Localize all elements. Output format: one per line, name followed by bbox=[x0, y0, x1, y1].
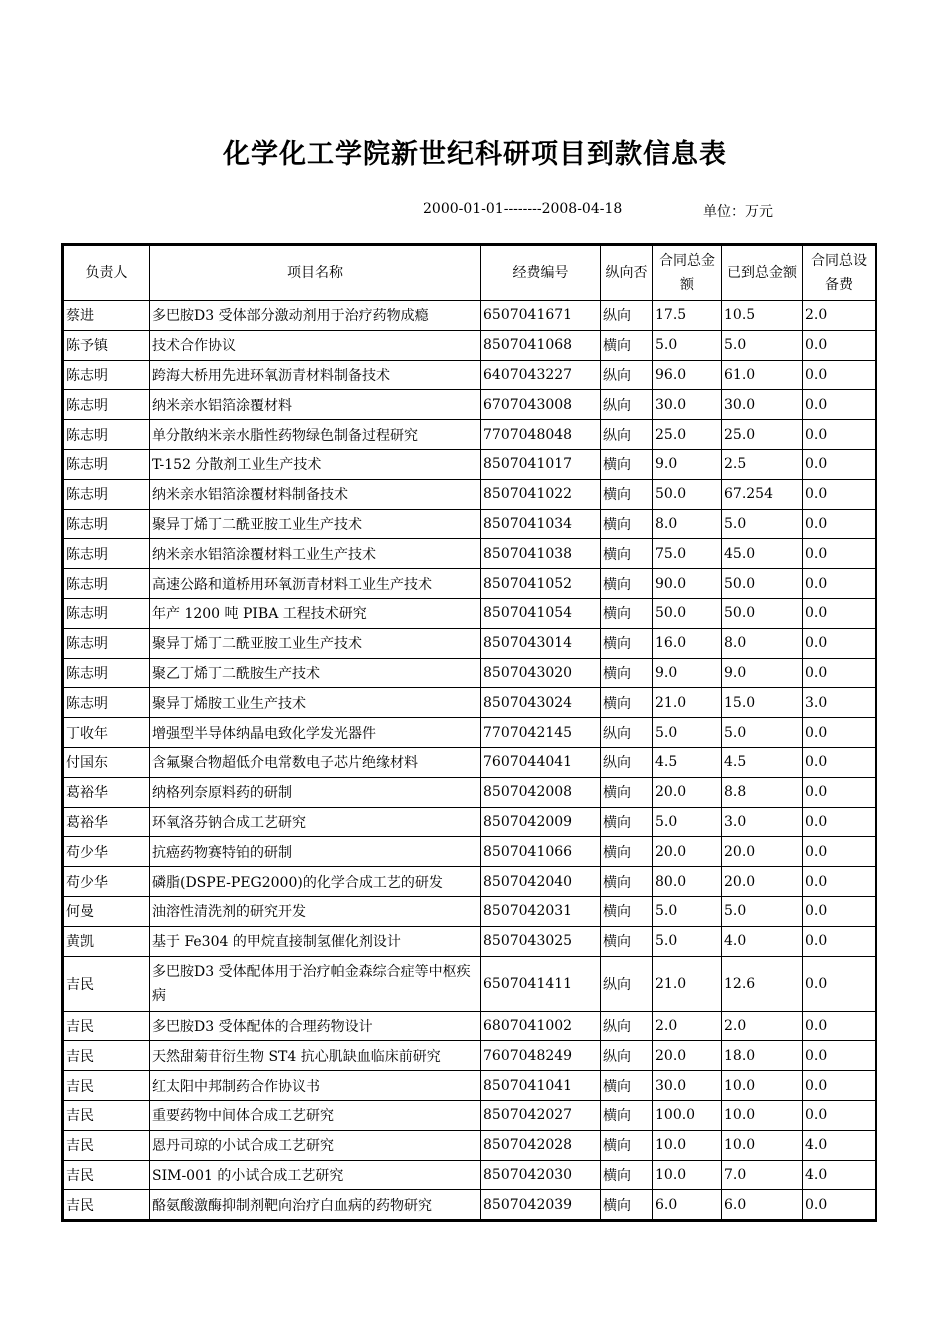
table-cell: 2.0 bbox=[653, 1011, 722, 1041]
table-cell: 酪氨酸激酶抑制剂靶向治疗白血病的药物研究 bbox=[150, 1190, 481, 1220]
table-cell: 横向 bbox=[601, 628, 653, 658]
table-cell: 0.0 bbox=[803, 1190, 876, 1220]
table-cell: 8507041066 bbox=[481, 837, 601, 867]
table-cell: 磷脂(DSPE-PEG2000)的化学合成工艺的研发 bbox=[150, 867, 481, 897]
table-cell: 0.0 bbox=[803, 658, 876, 688]
table-cell: 纵向 bbox=[601, 1011, 653, 1041]
table-cell: 0.0 bbox=[803, 956, 876, 1011]
table-cell: 2.0 bbox=[803, 301, 876, 331]
table-cell: 横向 bbox=[601, 449, 653, 479]
table-cell: 付国东 bbox=[64, 747, 150, 777]
table-cell: 6507041671 bbox=[481, 301, 601, 331]
table-cell: 纵向 bbox=[601, 1041, 653, 1071]
table-cell: 纵向 bbox=[601, 390, 653, 420]
table-cell: 6507041411 bbox=[481, 956, 601, 1011]
table-cell: 高速公路和道桥用环氧沥青材料工业生产技术 bbox=[150, 569, 481, 599]
table-row bbox=[64, 1100, 876, 1130]
table-row bbox=[64, 777, 876, 807]
table-cell: 纵向 bbox=[601, 747, 653, 777]
table-cell: SIM-001 的小试合成工艺研究 bbox=[150, 1160, 481, 1190]
table-row bbox=[64, 688, 876, 718]
table-cell: 8507043020 bbox=[481, 658, 601, 688]
header-cell: 项目名称 bbox=[150, 246, 481, 301]
table-cell: 9.0 bbox=[722, 658, 803, 688]
table-cell: 横向 bbox=[601, 896, 653, 926]
table-row bbox=[64, 1011, 876, 1041]
table-cell: 20.0 bbox=[653, 1041, 722, 1071]
table-cell: 10.0 bbox=[722, 1100, 803, 1130]
table-cell: 0.0 bbox=[803, 718, 876, 748]
table-cell: 8507042027 bbox=[481, 1100, 601, 1130]
table-cell: 0.0 bbox=[803, 479, 876, 509]
table-row bbox=[64, 747, 876, 777]
table-cell: 10.5 bbox=[722, 301, 803, 331]
table-cell: 8507042008 bbox=[481, 777, 601, 807]
table-cell: 横向 bbox=[601, 1190, 653, 1220]
table-cell: 8507042031 bbox=[481, 896, 601, 926]
table-cell: 5.0 bbox=[722, 330, 803, 360]
table-cell: 6807041002 bbox=[481, 1011, 601, 1041]
table-cell: 96.0 bbox=[653, 360, 722, 390]
table-cell: 5.0 bbox=[722, 896, 803, 926]
table-cell: 30.0 bbox=[653, 1071, 722, 1101]
table-cell: 0.0 bbox=[803, 569, 876, 599]
table-cell: 丁收年 bbox=[64, 718, 150, 748]
header-cell: 合同总设备费 bbox=[803, 246, 876, 301]
table-cell: 蔡进 bbox=[64, 301, 150, 331]
table-cell: 陈志明 bbox=[64, 390, 150, 420]
table-cell: 纵向 bbox=[601, 718, 653, 748]
table-cell: 0.0 bbox=[803, 807, 876, 837]
table-cell: 横向 bbox=[601, 1071, 653, 1101]
table-cell: 0.0 bbox=[803, 509, 876, 539]
table-cell: 吉民 bbox=[64, 1100, 150, 1130]
table-cell: 纳米亲水铝箔涂覆材料工业生产技术 bbox=[150, 539, 481, 569]
table-cell: 50.0 bbox=[653, 479, 722, 509]
table-cell: 横向 bbox=[601, 688, 653, 718]
table-cell: 0.0 bbox=[803, 1100, 876, 1130]
table-cell: 6407043227 bbox=[481, 360, 601, 390]
table-cell: 25.0 bbox=[722, 420, 803, 450]
table-cell: 技术合作协议 bbox=[150, 330, 481, 360]
header-cell: 合同总金额 bbox=[653, 246, 722, 301]
table-row bbox=[64, 539, 876, 569]
table-cell: 陈志明 bbox=[64, 569, 150, 599]
table-cell: 8507041017 bbox=[481, 449, 601, 479]
table-cell: 横向 bbox=[601, 479, 653, 509]
table-cell: 8507042028 bbox=[481, 1130, 601, 1160]
table-cell: 0.0 bbox=[803, 837, 876, 867]
table-cell: 聚异丁烯胺工业生产技术 bbox=[150, 688, 481, 718]
table-cell: 重要药物中间体合成工艺研究 bbox=[150, 1100, 481, 1130]
table-cell: 陈志明 bbox=[64, 420, 150, 450]
table-cell: 5.0 bbox=[653, 926, 722, 956]
table-cell: 横向 bbox=[601, 330, 653, 360]
table-row bbox=[64, 1190, 876, 1220]
table-cell: 8507043025 bbox=[481, 926, 601, 956]
table-cell: 8507041068 bbox=[481, 330, 601, 360]
table-cell: 陈志明 bbox=[64, 539, 150, 569]
table-body bbox=[64, 301, 876, 1220]
table-cell: 8507041052 bbox=[481, 569, 601, 599]
table-cell: 何曼 bbox=[64, 896, 150, 926]
table-cell: 黄凯 bbox=[64, 926, 150, 956]
table-cell: 纳米亲水铝箔涂覆材料 bbox=[150, 390, 481, 420]
table-row bbox=[64, 658, 876, 688]
table-row bbox=[64, 718, 876, 748]
header-cell: 经费编号 bbox=[481, 246, 601, 301]
table-cell: 8.8 bbox=[722, 777, 803, 807]
table-cell: 8507041034 bbox=[481, 509, 601, 539]
table-cell: 25.0 bbox=[653, 420, 722, 450]
table-cell: 0.0 bbox=[803, 390, 876, 420]
table-cell: 增强型半导体纳晶电致化学发光器件 bbox=[150, 718, 481, 748]
table-cell: 横向 bbox=[601, 926, 653, 956]
table-cell: 纳米亲水铝箔涂覆材料制备技术 bbox=[150, 479, 481, 509]
table-cell: 吉民 bbox=[64, 1160, 150, 1190]
table-cell: 8507043014 bbox=[481, 628, 601, 658]
table-cell: 陈志明 bbox=[64, 628, 150, 658]
table-cell: 横向 bbox=[601, 1100, 653, 1130]
table-cell: 8.0 bbox=[653, 509, 722, 539]
table-row bbox=[64, 509, 876, 539]
table-header-row bbox=[64, 246, 876, 301]
table-cell: 横向 bbox=[601, 867, 653, 897]
table-cell: 10.0 bbox=[722, 1130, 803, 1160]
table-cell: 9.0 bbox=[653, 449, 722, 479]
unit-label: 单位：万元 bbox=[703, 204, 773, 220]
table-cell: 16.0 bbox=[653, 628, 722, 658]
funding-table bbox=[61, 243, 877, 1222]
table-cell: 8507043024 bbox=[481, 688, 601, 718]
table-cell: 5.0 bbox=[653, 330, 722, 360]
table-cell: 5.0 bbox=[653, 896, 722, 926]
table-cell: 吉民 bbox=[64, 1011, 150, 1041]
table-cell: 20.0 bbox=[653, 837, 722, 867]
table-cell: 横向 bbox=[601, 598, 653, 628]
table-cell: 0.0 bbox=[803, 330, 876, 360]
table-row bbox=[64, 1041, 876, 1071]
table-cell: 横向 bbox=[601, 777, 653, 807]
table-row bbox=[64, 1160, 876, 1190]
table-cell: 45.0 bbox=[722, 539, 803, 569]
table-cell: 聚异丁烯丁二酰亚胺工业生产技术 bbox=[150, 509, 481, 539]
table-row bbox=[64, 330, 876, 360]
table-cell: 0.0 bbox=[803, 1011, 876, 1041]
table-cell: 75.0 bbox=[653, 539, 722, 569]
table-cell: 年产 1200 吨 PIBA 工程技术研究 bbox=[150, 598, 481, 628]
table-cell: 5.0 bbox=[722, 509, 803, 539]
date-range: 2000-01-01--------2008-04-18 bbox=[423, 201, 623, 217]
table-row bbox=[64, 837, 876, 867]
table-cell: 7707048048 bbox=[481, 420, 601, 450]
table-row bbox=[64, 301, 876, 331]
table-cell: 5.0 bbox=[653, 807, 722, 837]
table-cell: 7.0 bbox=[722, 1160, 803, 1190]
table-cell: 0.0 bbox=[803, 598, 876, 628]
table-cell: 30.0 bbox=[722, 390, 803, 420]
header-cell: 纵向否 bbox=[601, 246, 653, 301]
table-row bbox=[64, 1071, 876, 1101]
table-cell: 4.0 bbox=[803, 1130, 876, 1160]
table-cell: 0.0 bbox=[803, 867, 876, 897]
table-row bbox=[64, 926, 876, 956]
table-cell: 多巴胺D3 受体部分激动剂用于治疗药物成瘾 bbox=[150, 301, 481, 331]
table-cell: 0.0 bbox=[803, 926, 876, 956]
table-cell: 0.0 bbox=[803, 628, 876, 658]
table-cell: 0.0 bbox=[803, 360, 876, 390]
table-cell: 0.0 bbox=[803, 896, 876, 926]
table-cell: 6707043008 bbox=[481, 390, 601, 420]
table-cell: 单分散纳米亲水脂性药物绿色制备过程研究 bbox=[150, 420, 481, 450]
table-cell: 葛裕华 bbox=[64, 807, 150, 837]
table-cell: 12.6 bbox=[722, 956, 803, 1011]
table-cell: 8507041054 bbox=[481, 598, 601, 628]
table-cell: 8507042009 bbox=[481, 807, 601, 837]
table-cell: 恩丹司琼的小试合成工艺研究 bbox=[150, 1130, 481, 1160]
table-cell: 油溶性清洗剂的研究开发 bbox=[150, 896, 481, 926]
table-cell: 纵向 bbox=[601, 420, 653, 450]
table-cell: 5.0 bbox=[653, 718, 722, 748]
table-row bbox=[64, 867, 876, 897]
table-cell: 8507041022 bbox=[481, 479, 601, 509]
table-cell: 陈志明 bbox=[64, 509, 150, 539]
table-cell: 基于 Fe304 的甲烷直接制氢催化剂设计 bbox=[150, 926, 481, 956]
table-cell: 20.0 bbox=[722, 867, 803, 897]
table-cell: 90.0 bbox=[653, 569, 722, 599]
table-cell: 横向 bbox=[601, 807, 653, 837]
table-row bbox=[64, 390, 876, 420]
table-cell: 陈志明 bbox=[64, 598, 150, 628]
table-cell: 61.0 bbox=[722, 360, 803, 390]
table-cell: 吉民 bbox=[64, 1071, 150, 1101]
table-row bbox=[64, 956, 876, 1011]
table-cell: 陈志明 bbox=[64, 658, 150, 688]
table-cell: 9.0 bbox=[653, 658, 722, 688]
table-cell: 50.0 bbox=[722, 569, 803, 599]
header-cell: 负责人 bbox=[64, 246, 150, 301]
table-cell: 15.0 bbox=[722, 688, 803, 718]
table-row bbox=[64, 360, 876, 390]
table-row bbox=[64, 896, 876, 926]
table-cell: 葛裕华 bbox=[64, 777, 150, 807]
table-cell: 吉民 bbox=[64, 1130, 150, 1160]
table-cell: 67.254 bbox=[722, 479, 803, 509]
table-cell: 横向 bbox=[601, 539, 653, 569]
table-cell: 吉民 bbox=[64, 1190, 150, 1220]
table-cell: 2.0 bbox=[722, 1011, 803, 1041]
table-cell: 横向 bbox=[601, 569, 653, 599]
table-cell: 纵向 bbox=[601, 956, 653, 1011]
table-cell: 4.0 bbox=[722, 926, 803, 956]
table-cell: 8507041038 bbox=[481, 539, 601, 569]
page-title: 化学化工学院新世纪科研项目到款信息表 bbox=[223, 139, 727, 170]
table-cell: 0.0 bbox=[803, 1071, 876, 1101]
table-cell: 苟少华 bbox=[64, 837, 150, 867]
table-cell: 7607044041 bbox=[481, 747, 601, 777]
table-cell: 3.0 bbox=[803, 688, 876, 718]
table-row bbox=[64, 598, 876, 628]
table-cell: 横向 bbox=[601, 1160, 653, 1190]
table-row bbox=[64, 449, 876, 479]
table-cell: 苟少华 bbox=[64, 867, 150, 897]
table-cell: 抗癌药物赛特铂的研制 bbox=[150, 837, 481, 867]
table-cell: 7607048249 bbox=[481, 1041, 601, 1071]
table-cell: 8.0 bbox=[722, 628, 803, 658]
table-cell: 横向 bbox=[601, 509, 653, 539]
table-cell: 聚异丁烯丁二酰亚胺工业生产技术 bbox=[150, 628, 481, 658]
table-cell: 4.5 bbox=[653, 747, 722, 777]
table-cell: 红太阳中邦制药合作协议书 bbox=[150, 1071, 481, 1101]
table-cell: 10.0 bbox=[653, 1130, 722, 1160]
table-cell: 18.0 bbox=[722, 1041, 803, 1071]
table-row bbox=[64, 569, 876, 599]
table-row bbox=[64, 420, 876, 450]
table-cell: 7707042145 bbox=[481, 718, 601, 748]
table-row bbox=[64, 628, 876, 658]
table-cell: 聚乙丁烯丁二酰胺生产技术 bbox=[150, 658, 481, 688]
table-cell: 80.0 bbox=[653, 867, 722, 897]
table-cell: 0.0 bbox=[803, 747, 876, 777]
table-cell: 10.0 bbox=[653, 1160, 722, 1190]
table-cell: 横向 bbox=[601, 658, 653, 688]
table-cell: 2.5 bbox=[722, 449, 803, 479]
table-cell: 陈志明 bbox=[64, 449, 150, 479]
table-cell: 0.0 bbox=[803, 539, 876, 569]
table-cell: 8507042039 bbox=[481, 1190, 601, 1220]
table-cell: 陈予镇 bbox=[64, 330, 150, 360]
table-cell: 20.0 bbox=[722, 837, 803, 867]
table-cell: 30.0 bbox=[653, 390, 722, 420]
table-cell: 陈志明 bbox=[64, 688, 150, 718]
table-cell: 纵向 bbox=[601, 360, 653, 390]
table-cell: 6.0 bbox=[722, 1190, 803, 1220]
table-cell: 17.5 bbox=[653, 301, 722, 331]
table-cell: 10.0 bbox=[722, 1071, 803, 1101]
table-cell: 横向 bbox=[601, 1130, 653, 1160]
table-cell: 4.5 bbox=[722, 747, 803, 777]
table-cell: 100.0 bbox=[653, 1100, 722, 1130]
table-cell: 8507042040 bbox=[481, 867, 601, 897]
table-cell: T-152 分散剂工业生产技术 bbox=[150, 449, 481, 479]
table-cell: 4.0 bbox=[803, 1160, 876, 1190]
table-cell: 横向 bbox=[601, 837, 653, 867]
table-cell: 多巴胺D3 受体配体用于治疗帕金森综合症等中枢疾病 bbox=[150, 956, 481, 1011]
table-cell: 陈志明 bbox=[64, 360, 150, 390]
header-cell: 已到总金额 bbox=[722, 246, 803, 301]
table-cell: 天然甜菊苷衍生物 ST4 抗心肌缺血临床前研究 bbox=[150, 1041, 481, 1071]
table-cell: 吉民 bbox=[64, 1041, 150, 1071]
table-cell: 5.0 bbox=[722, 718, 803, 748]
table-row bbox=[64, 479, 876, 509]
table-cell: 环氧洛芬钠合成工艺研究 bbox=[150, 807, 481, 837]
table-cell: 纵向 bbox=[601, 301, 653, 331]
table-cell: 6.0 bbox=[653, 1190, 722, 1220]
table-cell: 陈志明 bbox=[64, 479, 150, 509]
table-cell: 8507042030 bbox=[481, 1160, 601, 1190]
table-cell: 0.0 bbox=[803, 449, 876, 479]
table-cell: 20.0 bbox=[653, 777, 722, 807]
table-cell: 吉民 bbox=[64, 956, 150, 1011]
table-cell: 50.0 bbox=[722, 598, 803, 628]
table-cell: 3.0 bbox=[722, 807, 803, 837]
table-row bbox=[64, 807, 876, 837]
table-cell: 0.0 bbox=[803, 420, 876, 450]
table-cell: 0.0 bbox=[803, 1041, 876, 1071]
table-cell: 21.0 bbox=[653, 956, 722, 1011]
table-cell: 50.0 bbox=[653, 598, 722, 628]
table-row bbox=[64, 1130, 876, 1160]
table-cell: 跨海大桥用先进环氧沥青材料制备技术 bbox=[150, 360, 481, 390]
table-cell: 纳格列奈原料药的研制 bbox=[150, 777, 481, 807]
table-cell: 0.0 bbox=[803, 777, 876, 807]
table-cell: 21.0 bbox=[653, 688, 722, 718]
table-cell: 含氟聚合物超低介电常数电子芯片绝缘材料 bbox=[150, 747, 481, 777]
table-cell: 8507041041 bbox=[481, 1071, 601, 1101]
table-cell: 多巴胺D3 受体配体的合理药物设计 bbox=[150, 1011, 481, 1041]
